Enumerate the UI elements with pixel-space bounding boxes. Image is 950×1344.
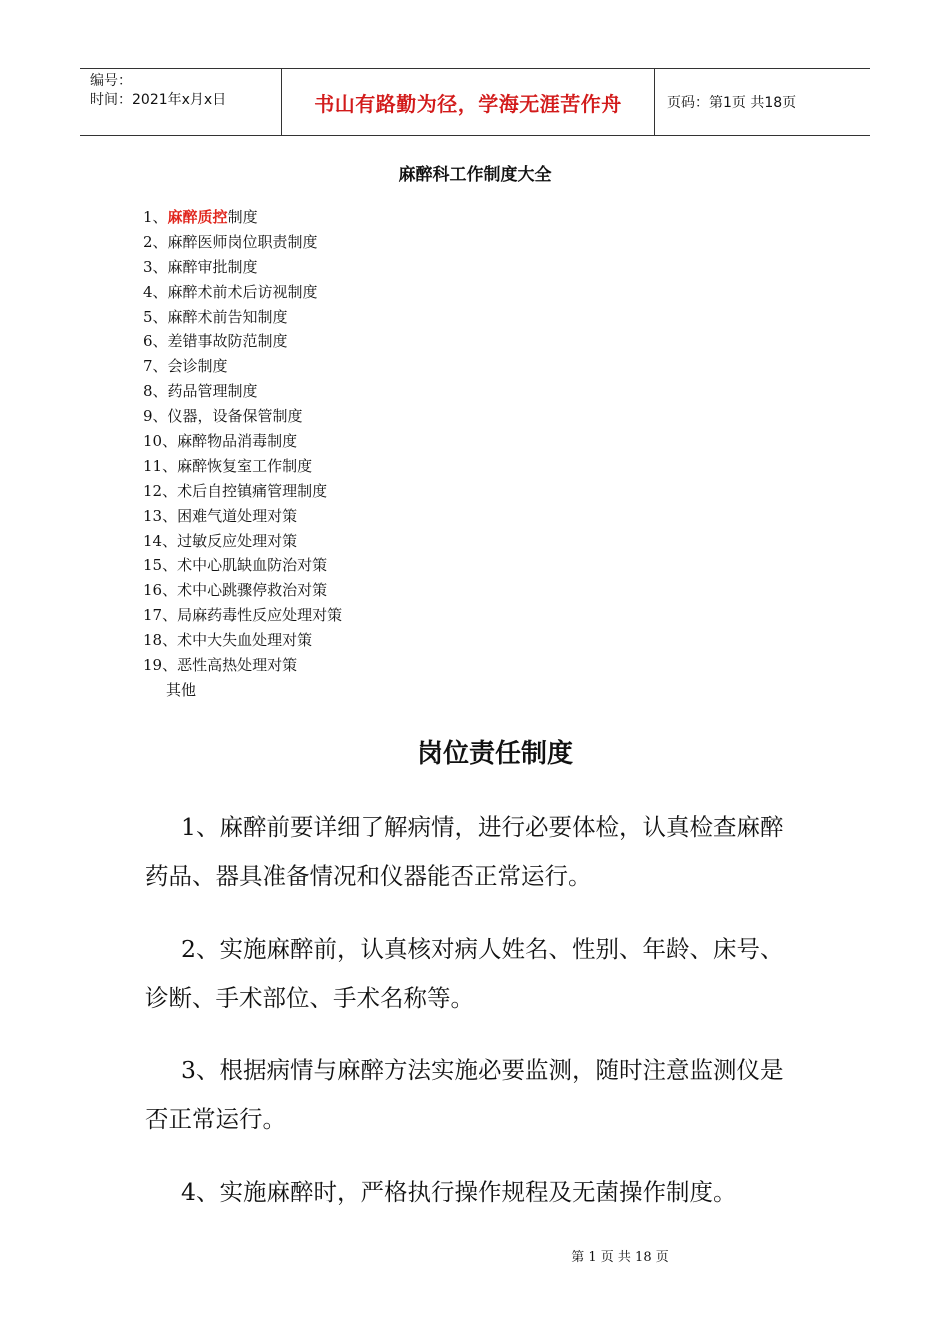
toc-item: 4、麻醉术前术后访视制度 bbox=[143, 282, 318, 301]
time-label: 时间：2021年x月x日 bbox=[90, 92, 227, 108]
toc-item bbox=[143, 205, 342, 230]
header-page-info-cell bbox=[655, 69, 870, 135]
toc-item: 2、麻醉医师岗位职责制度 bbox=[143, 232, 318, 251]
paragraph: 4、实施麻醉时，严格执行操作规程及无菌操作制度。 bbox=[181, 1178, 737, 1206]
toc-item: 18、术中大失血处理对策 bbox=[143, 631, 313, 650]
table-of-contents bbox=[143, 205, 342, 678]
toc-item: 7、会诊制度 bbox=[143, 357, 228, 376]
toc-item-rest: 制度 bbox=[227, 208, 258, 226]
motto: 书山有路勤为径，学海无涯苦作舟 bbox=[314, 91, 622, 116]
toc-item: 12、术后自控镇痛管理制度 bbox=[143, 481, 328, 500]
toc-item: 16、术中心跳骤停救治对策 bbox=[143, 581, 328, 600]
toc-item: 15、术中心肌缺血防治对策 bbox=[143, 556, 328, 575]
paragraph: 1、麻醉前要详细了解病情，进行必要体检，认真检查麻醉药品、器具准备情况和仪器能否正常运行。 bbox=[145, 813, 784, 890]
code-label: 编号： bbox=[90, 73, 132, 89]
toc-item: 5、麻醉术前告知制度 bbox=[143, 307, 288, 326]
doc-title: 麻醉科工作制度大全 bbox=[398, 165, 552, 185]
toc-item-number: 1、 bbox=[143, 208, 168, 226]
toc-item-highlight: 麻醉质控 bbox=[167, 208, 228, 226]
page-header bbox=[80, 68, 870, 136]
toc-item: 14、过敏反应处理对策 bbox=[143, 531, 298, 550]
toc-item: 3、麻醉审批制度 bbox=[143, 257, 258, 276]
toc-item: 8、药品管理制度 bbox=[143, 382, 258, 401]
toc-item: 11、麻醉恢复室工作制度 bbox=[143, 456, 313, 475]
page-footer: 第 1 页 共 18 页 bbox=[571, 1250, 669, 1265]
toc-item: 6、差错事故防范制度 bbox=[143, 332, 288, 351]
toc-item: 13、困难气道处理对策 bbox=[143, 506, 298, 525]
header-motto-cell bbox=[282, 69, 655, 135]
page-info: 页码：第1页 共18页 bbox=[667, 95, 797, 111]
toc-item: 10、麻醉物品消毒制度 bbox=[143, 432, 298, 451]
paragraph: 3、根据病情与麻醉方法实施必要监测，随时注意监测仪是否正常运行。 bbox=[145, 1056, 784, 1133]
toc-item: 19、恶性高热处理对策 bbox=[143, 656, 298, 675]
header-meta bbox=[80, 69, 282, 135]
paragraph: 2、实施麻醉前，认真核对病人姓名、性别、年龄、床号、诊断、手术部位、手术名称等。 bbox=[145, 935, 784, 1012]
section-title: 岗位责任制度 bbox=[416, 739, 573, 769]
toc-other: 其他 bbox=[166, 681, 197, 699]
toc-item: 9、仪器，设备保管制度 bbox=[143, 407, 303, 426]
toc-item: 17、局麻药毒性反应处理对策 bbox=[143, 606, 343, 625]
